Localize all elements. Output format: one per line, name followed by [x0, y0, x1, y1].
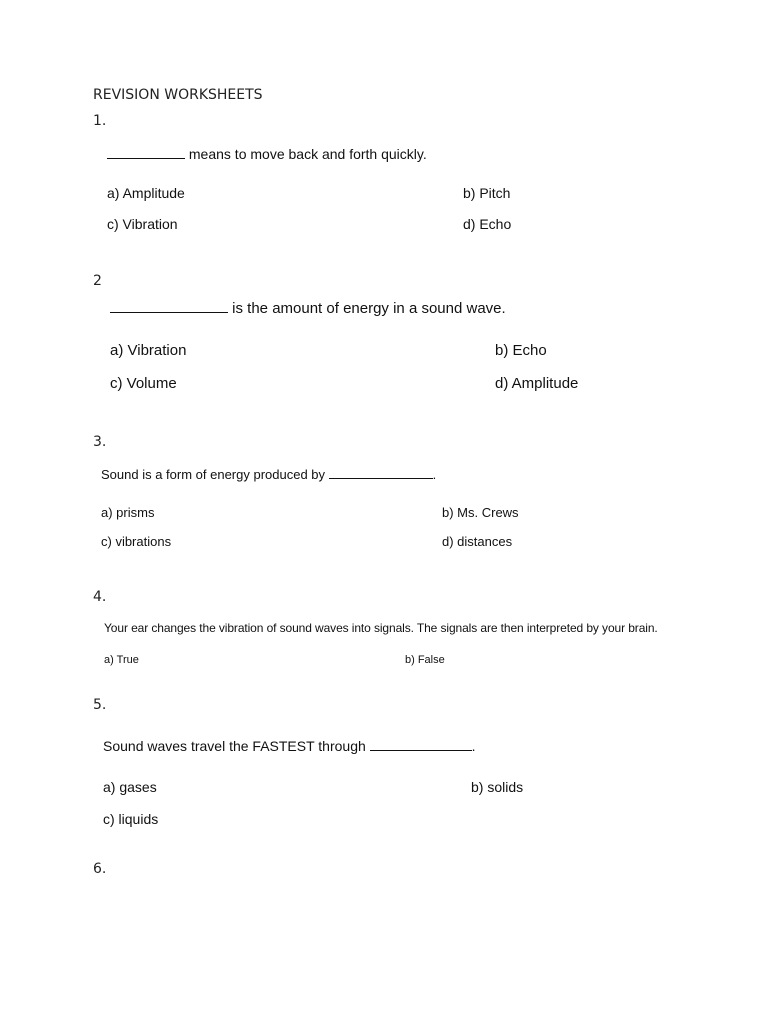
option-b: b) False [405, 654, 445, 666]
answer-blank [107, 158, 185, 159]
option-a: a) gases [103, 779, 157, 795]
option-b: b) Echo [495, 342, 547, 359]
question-number: 1. [93, 113, 107, 129]
option-a: a) prisms [101, 505, 155, 520]
question-number: 6. [93, 861, 107, 877]
option-c: c) Vibration [107, 216, 178, 232]
option-c: c) liquids [103, 811, 159, 827]
question-prompt: Sound is a form of energy produced by . [101, 467, 437, 482]
option-c: c) Volume [110, 375, 177, 392]
option-a: a) True [104, 654, 139, 666]
option-d: d) Echo [463, 216, 512, 232]
question-number: 3. [93, 434, 107, 450]
question-prompt: Your ear changes the vibration of sound waves into signals. The signals are then interpreted by your brain. [104, 621, 658, 635]
question-prompt: means to move back and forth quickly. [107, 146, 427, 162]
question-number: 5. [93, 697, 107, 713]
option-a: a) Vibration [110, 342, 187, 359]
option-b: b) solids [471, 779, 524, 795]
answer-blank [329, 478, 433, 479]
option-c: c) vibrations [101, 534, 172, 549]
option-b: b) Pitch [463, 185, 511, 201]
question-prompt: Sound waves travel the FASTEST through . [103, 738, 476, 754]
answer-blank [370, 750, 472, 751]
option-d: d) Amplitude [495, 375, 579, 392]
answer-blank [110, 312, 228, 313]
option-a: a) Amplitude [107, 185, 185, 201]
question-number: 4. [93, 589, 107, 605]
option-d: d) distances [442, 534, 513, 549]
question-number: 2 [93, 273, 102, 289]
question-prompt: is the amount of energy in a sound wave. [110, 300, 506, 317]
option-b: b) Ms. Crews [442, 505, 519, 520]
page-title: REVISION WORKSHEETS [93, 87, 263, 103]
